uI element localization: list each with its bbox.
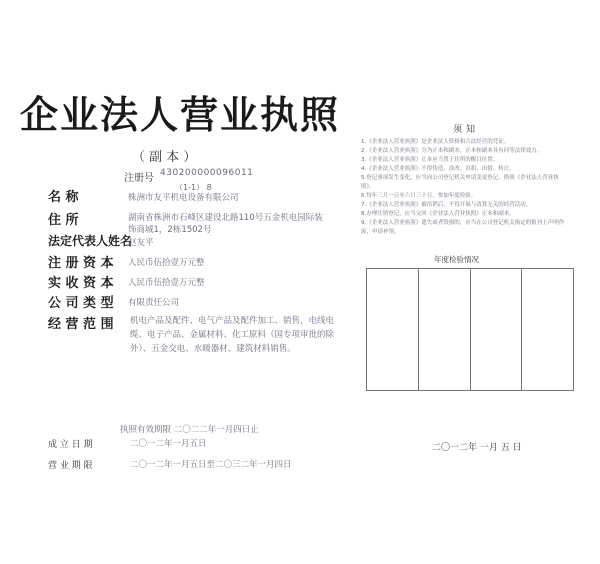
field-value-name: 株洲市友平机电设备有限公司 <box>128 193 239 203</box>
field-value-registered-capital: 人民币伍拾壹万元整 <box>128 258 205 268</box>
notice-item: 6.每年三月一日至六月三十日，参加年度检验。 <box>361 193 477 199</box>
notice-item: 9.《企业法人营业执照》遗失或者毁损的，应当在公司登记机关指定的报刊上声明作废，申请补领。 <box>361 220 565 235</box>
notice-item: 4.《企业法人营业执照》不得伪造、涂改、出租、出借、转让。 <box>361 166 515 172</box>
field-value-company-type: 有限责任公司 <box>128 298 180 308</box>
document-title: 企业法人营业执照 <box>20 93 341 137</box>
field-label-registered-capital: 注 册 资 本 <box>48 256 114 271</box>
inspection-grid <box>366 268 574 391</box>
inspection-title: 年度检验情况 <box>434 255 479 264</box>
copy-number: （1-1） 8 <box>175 183 212 192</box>
field-label-business-scope: 经 营 范 围 <box>48 317 114 332</box>
issue-date: 二〇一二年 一月 五 日 <box>432 443 522 453</box>
notice-list <box>361 138 566 237</box>
inspection-cell <box>367 269 419 390</box>
notice-title: 须知 <box>453 125 480 135</box>
inspection-cell <box>471 269 523 390</box>
field-value-paid-capital: 人民币伍拾壹万元整 <box>128 278 205 288</box>
business-term-value: 二〇一二年一月五日至二〇三二年一月四日 <box>130 460 292 470</box>
notice-item: 8.办理注销登记，应当交回《企业法人营业执照》正本和副本。 <box>361 211 515 217</box>
document-subtitle: （ 副 本 ） <box>132 150 197 165</box>
registration-label: 注册号 <box>124 173 154 184</box>
notice-item: 1.《企业法人营业执照》是企业法人资格和合法经营的凭证。 <box>361 139 510 145</box>
inspection-cell <box>522 269 573 390</box>
registration-number: 430200000096011 <box>160 168 254 178</box>
notice-item: 5.登记事项发生变化，应当向公司登记机关申请变更登记，换领《企业法人营业执照》。 <box>361 175 559 190</box>
notice-item: 3.《企业法人营业执照》正本应当置于住所的醒目位置。 <box>361 157 499 163</box>
business-scope-text: 机电产品及配件、电气产品及配件加工、销售，电线电缆、电子产品、金属材料、化工原料（国专项审批的除外）、五金交电、水暖器材、建筑材料销售。 <box>130 316 335 354</box>
notice-item: 7.《企业法人营业执照》被吊销后，不得开展与清算无关的经营活动。 <box>361 202 532 208</box>
established-date-value: 二〇一二年一月五日 <box>130 439 207 449</box>
field-label-name: 名 称 <box>48 190 79 205</box>
field-label-legal-rep: 法定代表人姓名 <box>48 234 133 248</box>
field-label-address: 住 所 <box>48 213 79 228</box>
validity-line: 执照有效期限 二〇二二年一月四日止 <box>120 425 259 435</box>
notice-item: 2.《企业法人营业执照》分为正本和副本，正本和副本具有同等法律效力。 <box>361 148 543 154</box>
established-date-label: 成 立 日 期 <box>48 440 93 450</box>
inspection-cell <box>419 269 471 390</box>
field-label-company-type: 公 司 类 型 <box>48 296 114 311</box>
field-label-paid-capital: 实 收 资 本 <box>48 276 114 291</box>
field-value-address: 湖南省株洲市石峰区建设北路110号五金机电园际装饰商城1，2栋1502号 <box>128 213 323 235</box>
field-value-legal-rep: 赵友平 <box>128 238 154 248</box>
business-term-label: 营 业 期 限 <box>48 461 93 471</box>
